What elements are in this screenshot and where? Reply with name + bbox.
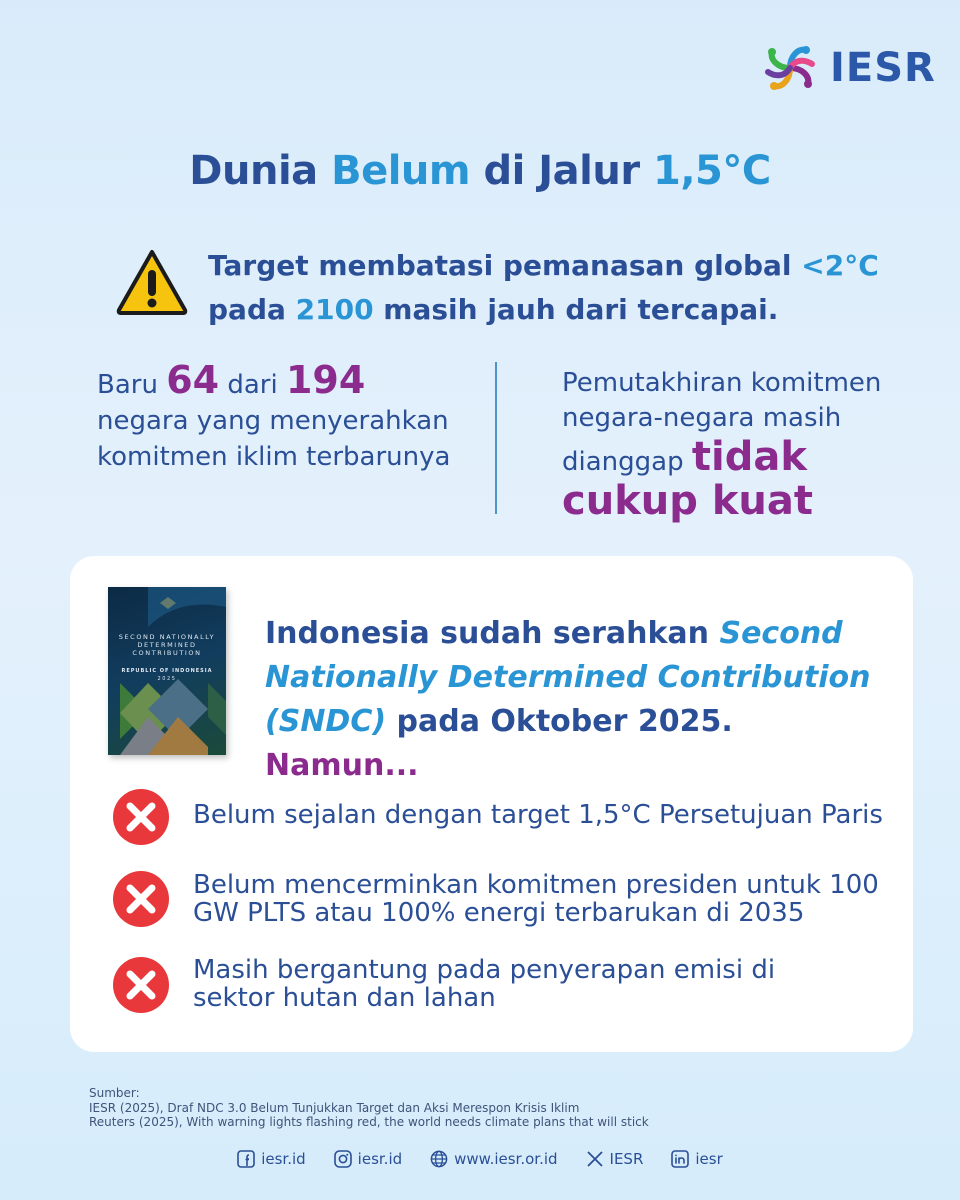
issue-text: Belum sejalan dengan target 1,5°C Persetujuan Paris — [193, 800, 883, 830]
cover-title: SECOND NATIONALLY DETERMINED CONTRIBUTION — [118, 633, 216, 657]
title-highlight: Belum — [331, 148, 471, 194]
source-item: Reuters (2025), With warning lights flashing red, the world needs climate plans that will stick — [89, 1115, 649, 1129]
sndc-headline — [265, 612, 885, 788]
linkedin-icon — [671, 1150, 689, 1168]
warning-text-part: masih jauh dari tercapai. — [373, 293, 779, 326]
page-title — [0, 148, 960, 194]
social-label: iesr.id — [357, 1150, 403, 1168]
sndc-highlight: Second Nationally Determined Contribution (SNDC) — [265, 616, 871, 739]
cover-subtitle: REPUBLIC OF INDONESIA — [121, 668, 213, 674]
cross-icon — [112, 788, 170, 846]
warning-highlight: <2°C — [801, 249, 879, 282]
iesr-logo — [758, 36, 936, 100]
divider — [495, 362, 497, 514]
stat-number: 64 — [166, 358, 220, 402]
sndc-text-part: Indonesia sudah serahkan — [265, 616, 720, 651]
stat-text: dari — [219, 370, 286, 400]
iesr-logo-mark-icon — [758, 36, 822, 100]
title-highlight: 1,5°C — [652, 148, 771, 194]
issue-item — [112, 870, 879, 928]
title-part: di Jalur — [470, 148, 653, 194]
cross-icon — [112, 870, 170, 928]
issue-text: Belum mencerminkan komitmen presiden untuk 100 GW PLTS atau 100% energi terbarukan di 2035 — [193, 870, 879, 928]
sndc-document-cover — [108, 587, 226, 755]
stat-emphasis: cukup kuat — [562, 478, 814, 524]
title-part: Dunia — [189, 148, 332, 194]
sources-label: Sumber: — [89, 1086, 140, 1100]
social-x[interactable] — [586, 1150, 644, 1168]
social-label: iesr.id — [261, 1150, 306, 1168]
cross-icon — [112, 956, 170, 1014]
stat-commitment — [562, 366, 922, 524]
social-facebook[interactable] — [237, 1150, 305, 1168]
warning-text-part: Target membatasi pemanasan global — [208, 249, 802, 282]
issue-text: Masih bergantung pada penyerapan emisi di sektor hutan dan lahan — [193, 955, 776, 1013]
cover-year: 2025 — [157, 676, 177, 682]
social-label: IESR — [609, 1150, 644, 1168]
stat-text: Pemutakhiran komitmen negara-negara masih dianggap — [562, 368, 882, 477]
social-label: iesr — [695, 1150, 723, 1168]
stat-emphasis: tidak — [691, 434, 807, 480]
warning-text — [208, 244, 908, 332]
sndc-emphasis: Namun... — [265, 748, 419, 783]
instagram-icon — [334, 1150, 352, 1168]
sndc-text-part: pada Oktober 2025. — [386, 704, 733, 739]
iesr-logo-text: IESR — [830, 45, 936, 91]
social-linkedin[interactable] — [671, 1150, 722, 1168]
stat-number: 194 — [285, 358, 366, 402]
social-website[interactable] — [430, 1150, 557, 1168]
warning-highlight: 2100 — [295, 293, 374, 326]
facebook-icon — [237, 1150, 255, 1168]
globe-icon — [430, 1150, 448, 1168]
social-label: www.iesr.or.id — [454, 1150, 558, 1168]
stat-countries — [97, 358, 477, 475]
social-instagram[interactable] — [334, 1150, 402, 1168]
issue-item — [112, 955, 776, 1014]
x-icon — [586, 1150, 604, 1168]
sources — [89, 1086, 889, 1130]
source-item: IESR (2025), Draf NDC 3.0 Belum Tunjukkan Target dan Aksi Merespon Krisis Iklim — [89, 1100, 580, 1115]
warning-text-part: pada — [208, 293, 296, 326]
issue-item — [112, 788, 883, 846]
social-links — [0, 1150, 960, 1168]
stat-text: negara yang menyerahkan komitmen iklim terbarunya — [97, 406, 451, 472]
stat-text: Baru — [97, 370, 167, 400]
warning-icon — [115, 248, 189, 321]
